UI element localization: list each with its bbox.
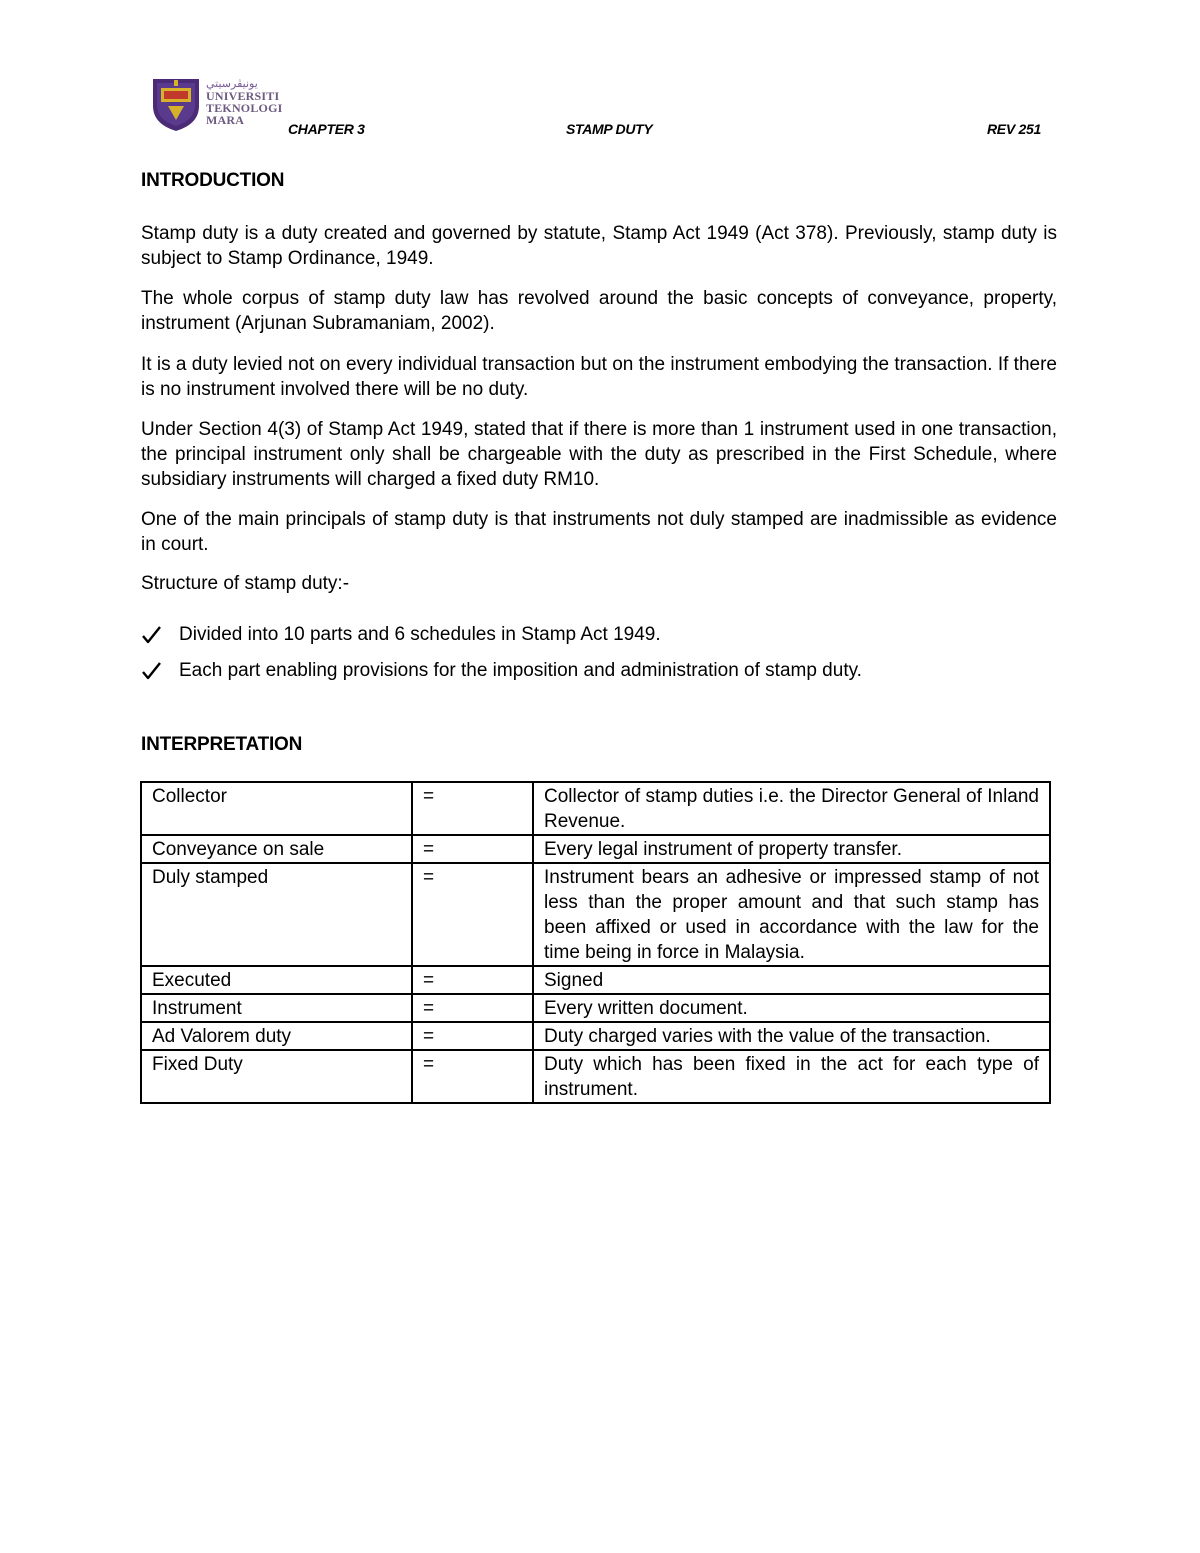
term-cell: Collector: [141, 782, 412, 835]
intro-paragraph-1: Stamp duty is a duty created and governed by statute, Stamp Act 1949 (Act 378). Previously, stamp duty is subject to Stamp Ordinance, 1949.: [141, 223, 1057, 269]
logo-wordmark: [206, 78, 286, 126]
intro-paragraph-2: The whole corpus of stamp duty law has revolved around the basic concepts of conveyance, property, instrument (Arjunan Subramaniam, 2002).: [141, 288, 1057, 334]
definition-cell: Every written document.: [533, 994, 1050, 1022]
header-chapter: CHAPTER 3: [288, 121, 365, 137]
table-row: [141, 966, 1050, 994]
bullet-text: Divided into 10 parts and 6 schedules in Stamp Act 1949.: [179, 624, 661, 645]
definition-cell: Collector of stamp duties i.e. the Director General of Inland Revenue.: [533, 782, 1050, 835]
term-cell: Fixed Duty: [141, 1050, 412, 1103]
term-cell: Ad Valorem duty: [141, 1022, 412, 1050]
intro-paragraph-3: It is a duty levied not on every individual transaction but on the instrument embodying the transaction. If there is no instrument involved there will be no duty.: [141, 354, 1057, 400]
definition-cell: Signed: [533, 966, 1050, 994]
logo-line-3: MARA: [206, 113, 245, 127]
logo-jawi-text: ﻳﻮﻧﻴﭭﺮﺳﻴﺘﻲ: [206, 78, 258, 90]
list-item: [141, 658, 1057, 683]
definition-cell: Every legal instrument of property transfer.: [533, 835, 1050, 863]
university-logo: [150, 76, 285, 132]
header-course-code: REV 251: [987, 121, 1041, 137]
check-icon: [141, 622, 163, 647]
equals-cell: =: [412, 863, 533, 966]
table-row: [141, 863, 1050, 966]
header-title: STAMP DUTY: [566, 121, 653, 137]
check-icon: [141, 658, 163, 683]
equals-cell: =: [412, 966, 533, 994]
definition-cell: Instrument bears an adhesive or impressed stamp of not less than the proper amount and that such stamp has been affixed or used in accordance with the law for the time being in force in Malaysia.: [533, 863, 1050, 966]
definition-cell: Duty which has been fixed in the act for each type of instrument.: [533, 1050, 1050, 1103]
intro-paragraph-5: One of the main principals of stamp duty is that instruments not duly stamped are inadmissible as evidence in court.: [141, 509, 1057, 555]
equals-cell: =: [412, 1050, 533, 1103]
table-row: [141, 994, 1050, 1022]
table-row: [141, 782, 1050, 835]
term-cell: Conveyance on sale: [141, 835, 412, 863]
definition-cell: Duty charged varies with the value of the transaction.: [533, 1022, 1050, 1050]
table-row: [141, 1050, 1050, 1103]
table-row: [141, 835, 1050, 863]
interpretation-heading: INTERPRETATION: [141, 734, 303, 755]
crest-icon: [150, 76, 202, 132]
equals-cell: =: [412, 1022, 533, 1050]
bullet-text: Each part enabling provisions for the imposition and administration of stamp duty.: [179, 660, 862, 681]
table-row: [141, 1022, 1050, 1050]
equals-cell: =: [412, 782, 533, 835]
term-cell: Instrument: [141, 994, 412, 1022]
introduction-heading: INTRODUCTION: [141, 170, 285, 191]
equals-cell: =: [412, 835, 533, 863]
term-cell: Duly stamped: [141, 863, 412, 966]
intro-paragraph-6: Structure of stamp duty:-: [141, 573, 350, 594]
interpretation-table: [140, 781, 1051, 1104]
logo-line-1: UNIVERSITI: [206, 89, 280, 103]
logo-line-2: TEKNOLOGI: [206, 101, 283, 115]
intro-paragraph-4: Under Section 4(3) of Stamp Act 1949, stated that if there is more than 1 instrument used in one transaction, the principal instrument only shall be chargeable with the duty as prescribed in the First Schedule, where subsidiary instruments will charged a fixed duty RM10.: [141, 419, 1057, 490]
equals-cell: =: [412, 994, 533, 1022]
term-cell: Executed: [141, 966, 412, 994]
list-item: [141, 622, 1057, 647]
